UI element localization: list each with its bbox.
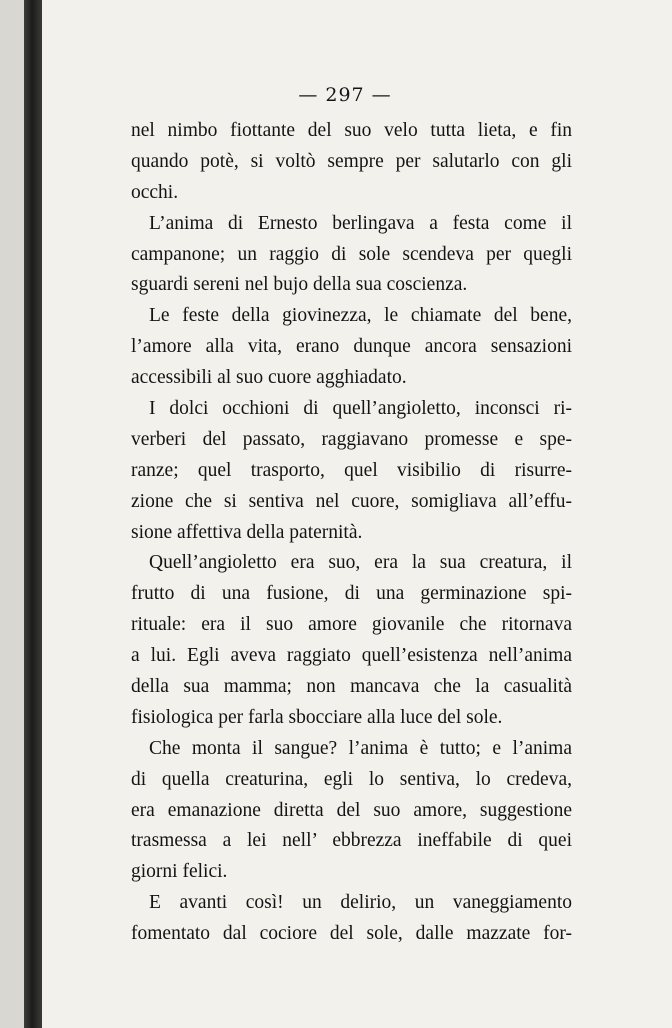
- text-line: trasmessa a lei nell’ ebbrezza ineffabile di quei: [131, 830, 572, 852]
- text-line: era emanazione diretta del suo amore, suggestione: [131, 799, 572, 821]
- text-line: occhi.: [131, 181, 179, 203]
- text-line: verberi del passato, raggiavano promesse e spe-: [131, 428, 572, 450]
- text-line: fomentato dal cociore del sole, dalle mazzate for-: [131, 923, 572, 945]
- text-line: campanone; un raggio di sole scendeva per quegli: [131, 243, 572, 265]
- page-number: — 297 —: [298, 84, 392, 106]
- text-line: l’amore alla vita, erano dunque ancora sensazioni: [131, 336, 572, 358]
- text-line: sione affettiva della paternità.: [131, 521, 363, 543]
- text-line: L’anima di Ernesto berlingava a festa come il: [149, 212, 572, 234]
- text-line: zione che si sentiva nel cuore, somigliava all’effu-: [131, 490, 572, 512]
- page-margin-edge: [0, 0, 24, 1028]
- text-line: nel nimbo fiottante del suo velo tutta lieta, e fin: [131, 120, 572, 141]
- text-line: E avanti così! un delirio, un vaneggiamento: [149, 892, 572, 914]
- text-line: accessibili al suo cuore agghiadato.: [131, 367, 407, 389]
- text-line: rituale: era il suo amore giovanile che ritornava: [131, 614, 572, 636]
- text-line: a lui. Egli aveva raggiato quell’esistenza nell’anima: [131, 645, 572, 667]
- text-line: I dolci occhioni di quell’angioletto, inconsci ri-: [149, 398, 572, 420]
- book-spine-shadow: [24, 0, 42, 1028]
- text-line: sguardi sereni nel bujo della sua coscienza.: [131, 274, 468, 296]
- text-line: ranze; quel trasporto, quel visibilio di risurre-: [131, 459, 572, 481]
- text-line: frutto di una fusione, di una germinazione spi-: [131, 583, 572, 605]
- text-line: di quella creaturina, egli lo sentiva, lo credeva,: [131, 768, 572, 790]
- text-line: quando potè, si voltò sempre per salutarlo con gli: [131, 150, 572, 172]
- text-line: Le feste della giovinezza, le chiamate del bene,: [149, 305, 572, 327]
- text-line: Che monta il sangue? l’anima è tutto; e l’anima: [149, 737, 572, 759]
- text-line: fisiologica per farla sbocciare alla luce del sole.: [131, 706, 503, 728]
- text-line: della sua mamma; non mancava che la casualità: [131, 676, 572, 698]
- body-text: [131, 116, 572, 950]
- text-line: Quell’angioletto era suo, era la sua creatura, il: [149, 552, 572, 574]
- text-line: giorni felici.: [131, 861, 228, 883]
